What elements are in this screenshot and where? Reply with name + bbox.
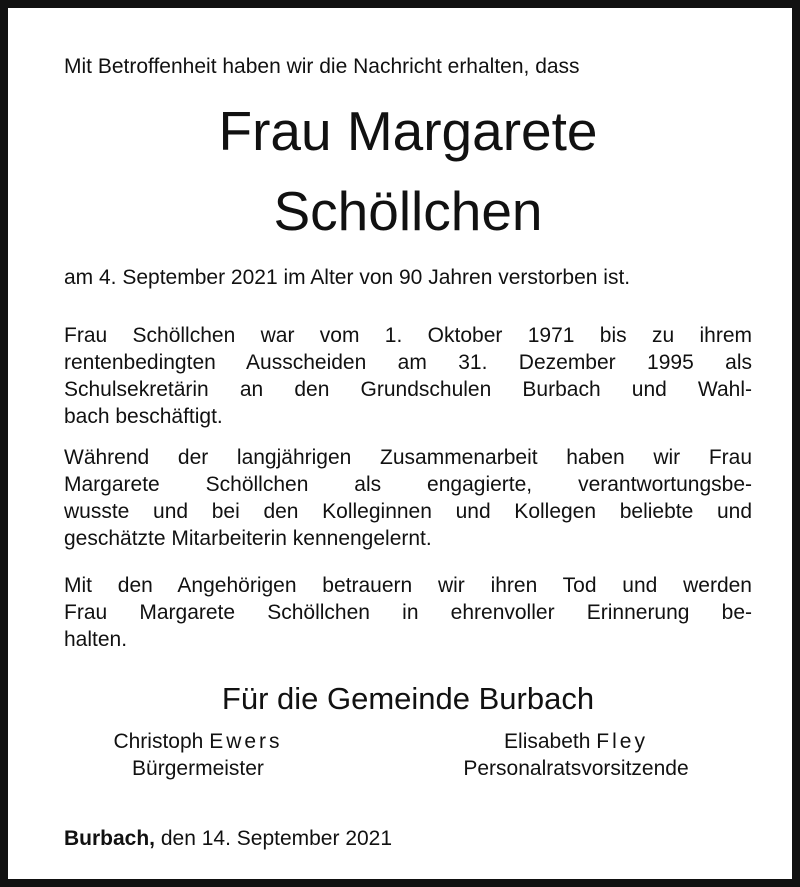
paragraph-line: Margarete Schöllchen als engagierte, verantwortungsbe-: [64, 473, 752, 496]
paragraph-line: halten.: [64, 628, 128, 651]
paragraph-line: geschätzte Mitarbeiterin kennengelernt.: [64, 527, 432, 550]
paragraph-line: Während der langjährigen Zusammenarbeit haben wir Frau: [64, 446, 752, 469]
place-and-date: [64, 826, 392, 852]
signatory-name: [48, 728, 348, 755]
paragraph-line: Schulsekretärin an den Grundschulen Burbach und Wahl-: [64, 378, 752, 401]
paragraph-condolence: [64, 572, 752, 653]
signature-block-staff-council: [426, 728, 726, 782]
death-date-text: am 4. September 2021 im Alter von 90 Jahren verstorben ist.: [64, 266, 631, 289]
closing-date: den 14. September 2021: [160, 827, 393, 850]
deceased-name-line-2: Schöllchen: [273, 180, 543, 242]
paragraph-line: Frau Schöllchen war vom 1. Oktober 1971 bis zu ihrem: [64, 324, 752, 347]
signatory-last-name: Fley: [596, 730, 648, 753]
closing-place: Burbach,: [64, 827, 156, 850]
signatory-role: Bürgermeister: [132, 757, 264, 780]
signatory-first-name: Elisabeth: [504, 730, 591, 753]
paragraph-appreciation: [64, 444, 752, 552]
signatory-last-name: Ewers: [209, 730, 283, 753]
paragraph-line: Frau Margarete Schöllchen in ehrenvoller Erinnerung be-: [64, 601, 752, 624]
paragraph-employment: [64, 322, 752, 430]
paragraph-line: Mit den Angehörigen betrauern wir ihren Tod und werden: [64, 574, 752, 597]
signatory-name: [426, 728, 726, 755]
signatory-first-name: Christoph: [113, 730, 204, 753]
intro-text: Mit Betroffenheit haben wir die Nachricht erhalten, dass: [64, 55, 580, 78]
signatory-role: Personalratsvorsitzende: [463, 757, 689, 780]
deceased-name-line-1: Frau Margarete: [218, 100, 598, 162]
paragraph-line: bach beschäftigt.: [64, 405, 223, 428]
paragraph-line: rentenbedingten Ausscheiden am 31. Dezember 1995 als: [64, 351, 752, 374]
organization-name: Für die Gemeinde Burbach: [221, 681, 595, 716]
paragraph-line: wusste und bei den Kolleginnen und Kollegen beliebte und: [64, 500, 752, 523]
signature-block-mayor: [48, 728, 348, 782]
